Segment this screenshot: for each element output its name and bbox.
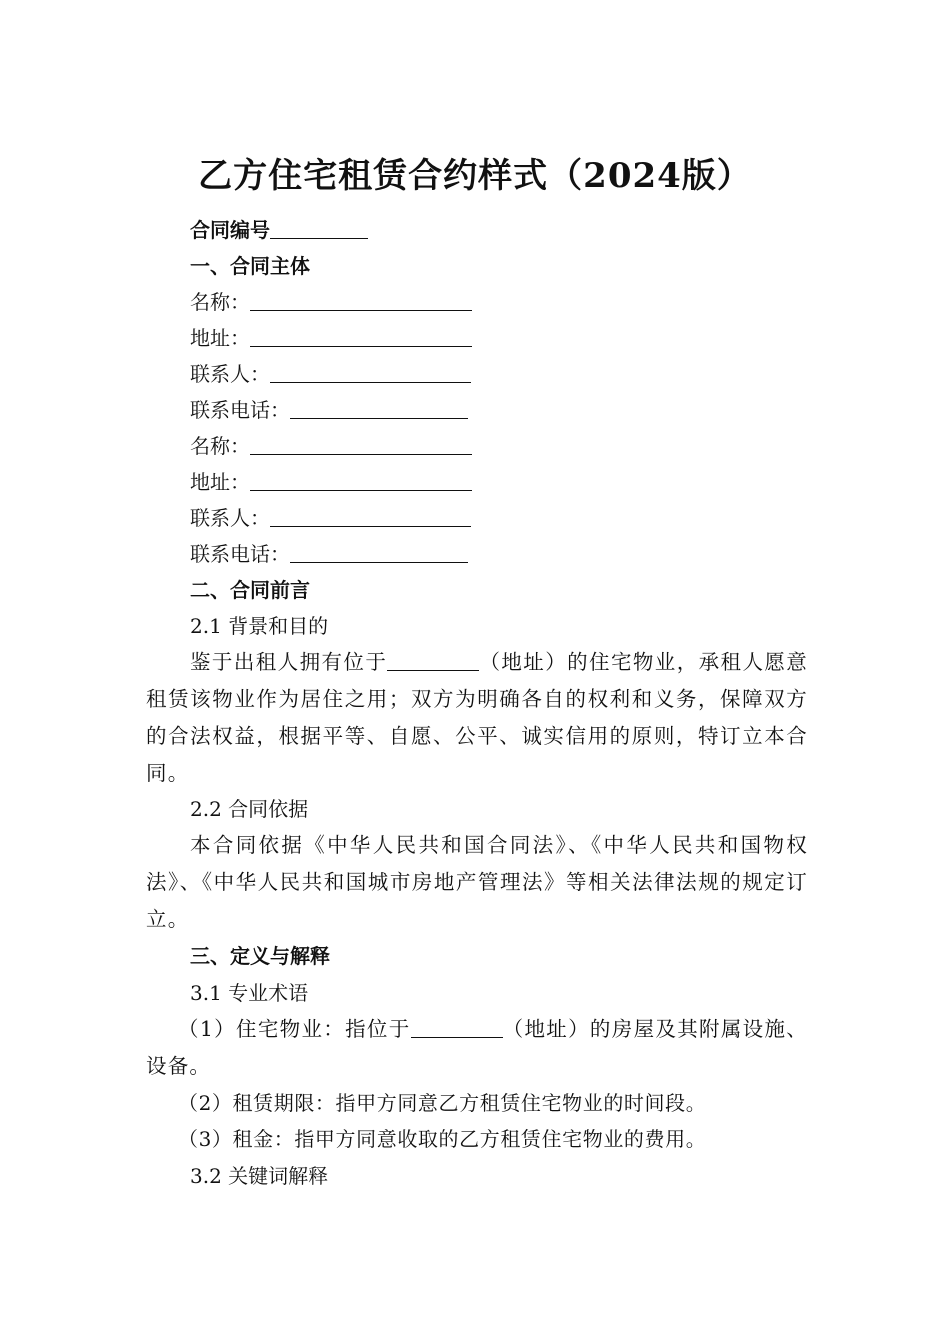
field-blank[interactable] bbox=[250, 432, 472, 455]
paragraph-text: 鉴于出租人拥有位于 bbox=[190, 650, 388, 674]
field-blank[interactable] bbox=[250, 468, 472, 491]
party-field bbox=[190, 464, 472, 500]
field-label: 地址： bbox=[190, 470, 250, 494]
field-label: 名称： bbox=[190, 290, 250, 314]
field-label: 地址： bbox=[190, 326, 250, 350]
party-field bbox=[190, 356, 471, 392]
field-blank[interactable] bbox=[250, 324, 472, 347]
field-blank[interactable] bbox=[270, 360, 471, 383]
term-item-3: （3）租金：指甲方同意收取的乙方租赁住宅物业的费用。 bbox=[178, 1127, 707, 1151]
field-label: 名称： bbox=[190, 434, 250, 458]
party-field bbox=[190, 284, 472, 320]
item-text: （地址）的房屋及其附属设施、设备。 bbox=[146, 1017, 808, 1078]
paragraph-text: （地址）的住宅物业，承租人愿意租赁该物业作为居住之用；双方为明确各自的权利和义务，保障双方的合法权益，根据平等、自愿、公平、诚实信用的原则，特订立本合同。 bbox=[146, 650, 808, 785]
section-3-heading: 三、定义与解释 bbox=[190, 944, 330, 968]
address-blank[interactable] bbox=[411, 1015, 503, 1038]
section-2-heading: 二、合同前言 bbox=[190, 578, 310, 602]
item-text: （1）住宅物业：指位于 bbox=[178, 1017, 411, 1041]
subsection-2-2-heading: 2.2 合同依据 bbox=[190, 797, 309, 821]
term-item-2: （2）租赁期限：指甲方同意乙方租赁住宅物业的时间段。 bbox=[178, 1091, 707, 1115]
section-1-heading: 一、合同主体 bbox=[190, 254, 310, 278]
field-blank[interactable] bbox=[250, 288, 472, 311]
party-field bbox=[190, 428, 472, 464]
field-label: 联系电话： bbox=[190, 398, 290, 422]
field-blank[interactable] bbox=[270, 504, 471, 527]
document-title: 乙方住宅租赁合约样式（2024版） bbox=[198, 156, 752, 196]
field-label: 联系人： bbox=[190, 506, 270, 530]
party-field bbox=[190, 320, 472, 356]
field-label: 联系人： bbox=[190, 362, 270, 386]
contract-number-label: 合同编号 bbox=[190, 218, 270, 242]
field-label: 联系电话： bbox=[190, 542, 290, 566]
party-field bbox=[190, 392, 468, 428]
field-blank[interactable] bbox=[290, 540, 468, 563]
background-paragraph bbox=[146, 644, 808, 792]
subsection-3-2-heading: 3.2 关键词解释 bbox=[190, 1164, 329, 1188]
field-blank[interactable] bbox=[290, 396, 468, 419]
subsection-2-1-heading: 2.1 背景和目的 bbox=[190, 614, 329, 638]
contract-number-blank[interactable] bbox=[270, 216, 368, 239]
party-field bbox=[190, 536, 468, 572]
term-item-1 bbox=[146, 1011, 808, 1085]
party-field bbox=[190, 500, 471, 536]
contract-number-line bbox=[190, 212, 368, 248]
subsection-3-1-heading: 3.1 专业术语 bbox=[190, 981, 309, 1005]
basis-paragraph: 本合同依据《中华人民共和国合同法》、《中华人民共和国物权法》、《中华人民共和国城市房地产管理法》等相关法律法规的规定订立。 bbox=[146, 833, 808, 931]
address-blank[interactable] bbox=[387, 648, 479, 671]
